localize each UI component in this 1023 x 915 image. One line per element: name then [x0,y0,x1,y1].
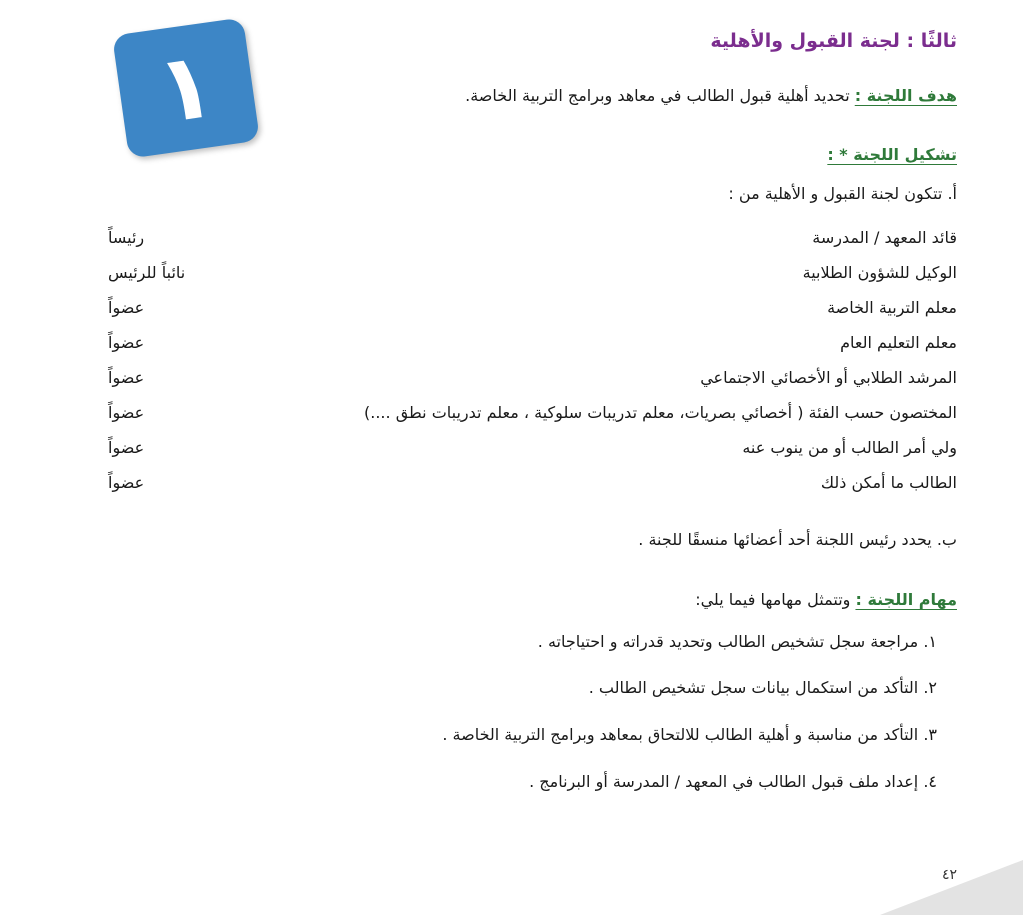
member-status: عضواً [108,368,145,387]
member-role: المختصون حسب الفئة ( أخصائي بصريات، معلم تدريبات سلوكية ، معلم تدريبات نطق ....) [364,403,957,422]
goal-label: هدف اللجنة : [854,86,957,105]
task-item: ٣. التأكد من مناسبة و أهلية الطالب للالتحاق بمعاهد وبرامج التربية الخاصة . [442,725,937,744]
member-role: قائد المعهد / المدرسة [812,228,957,247]
member-status: عضواً [108,298,145,317]
member-status: عضواً [108,473,145,492]
member-status: عضواً [108,438,145,457]
member-role: الوكيل للشؤون الطلابية [802,263,957,282]
member-row [108,473,957,505]
member-status: رئيساً [108,228,145,247]
member-row [108,263,957,295]
member-status: نائباً للرئيس [108,263,186,282]
member-status: عضواً [108,403,145,422]
number-badge [112,17,260,158]
page-number: ٤٢ [942,867,958,883]
member-role: المرشد الطلابي أو الأخصائي الاجتماعي [700,368,957,387]
coordinator-line: ب. يحدد رئيس اللجنة أحد أعضائها منسقًا للجنة . [638,530,957,549]
member-role: معلم التعليم العام [840,333,957,352]
member-role: الطالب ما أمكن ذلك [820,473,957,492]
goal-line [465,86,957,105]
member-row [108,368,957,400]
formation-heading [827,145,957,164]
goal-text: تحديد أهلية قبول الطالب في معاهد وبرامج التربية الخاصة. [465,86,850,105]
member-row [108,403,957,435]
task-item: ٤. إعداد ملف قبول الطالب في المعهد / المدرسة أو البرنامج . [529,772,937,791]
formation-intro: أ. تتكون لجنة القبول و الأهلية من : [728,184,957,203]
task-item: ١. مراجعة سجل تشخيص الطالب وتحديد قدراته و احتياجاته . [537,632,937,651]
member-role: ولي أمر الطالب أو من ينوب عنه [742,438,957,457]
formation-label: تشكيل اللجنة * : [827,145,957,164]
member-row [108,298,957,330]
section-title: ثالثًا : لجنة القبول والأهلية [710,30,957,52]
member-role: معلم التربية الخاصة [827,298,957,317]
tasks-intro: وتتمثل مهامها فيما يلي: [695,590,851,609]
member-row [108,228,957,260]
member-row [108,438,957,470]
member-status: عضواً [108,333,145,352]
task-item: ٢. التأكد من استكمال بيانات سجل تشخيص الطالب . [588,678,937,697]
member-row [108,333,957,365]
badge-number: ١ [150,30,222,145]
tasks-label: مهام اللجنة : [855,590,957,609]
tasks-heading [695,590,957,609]
